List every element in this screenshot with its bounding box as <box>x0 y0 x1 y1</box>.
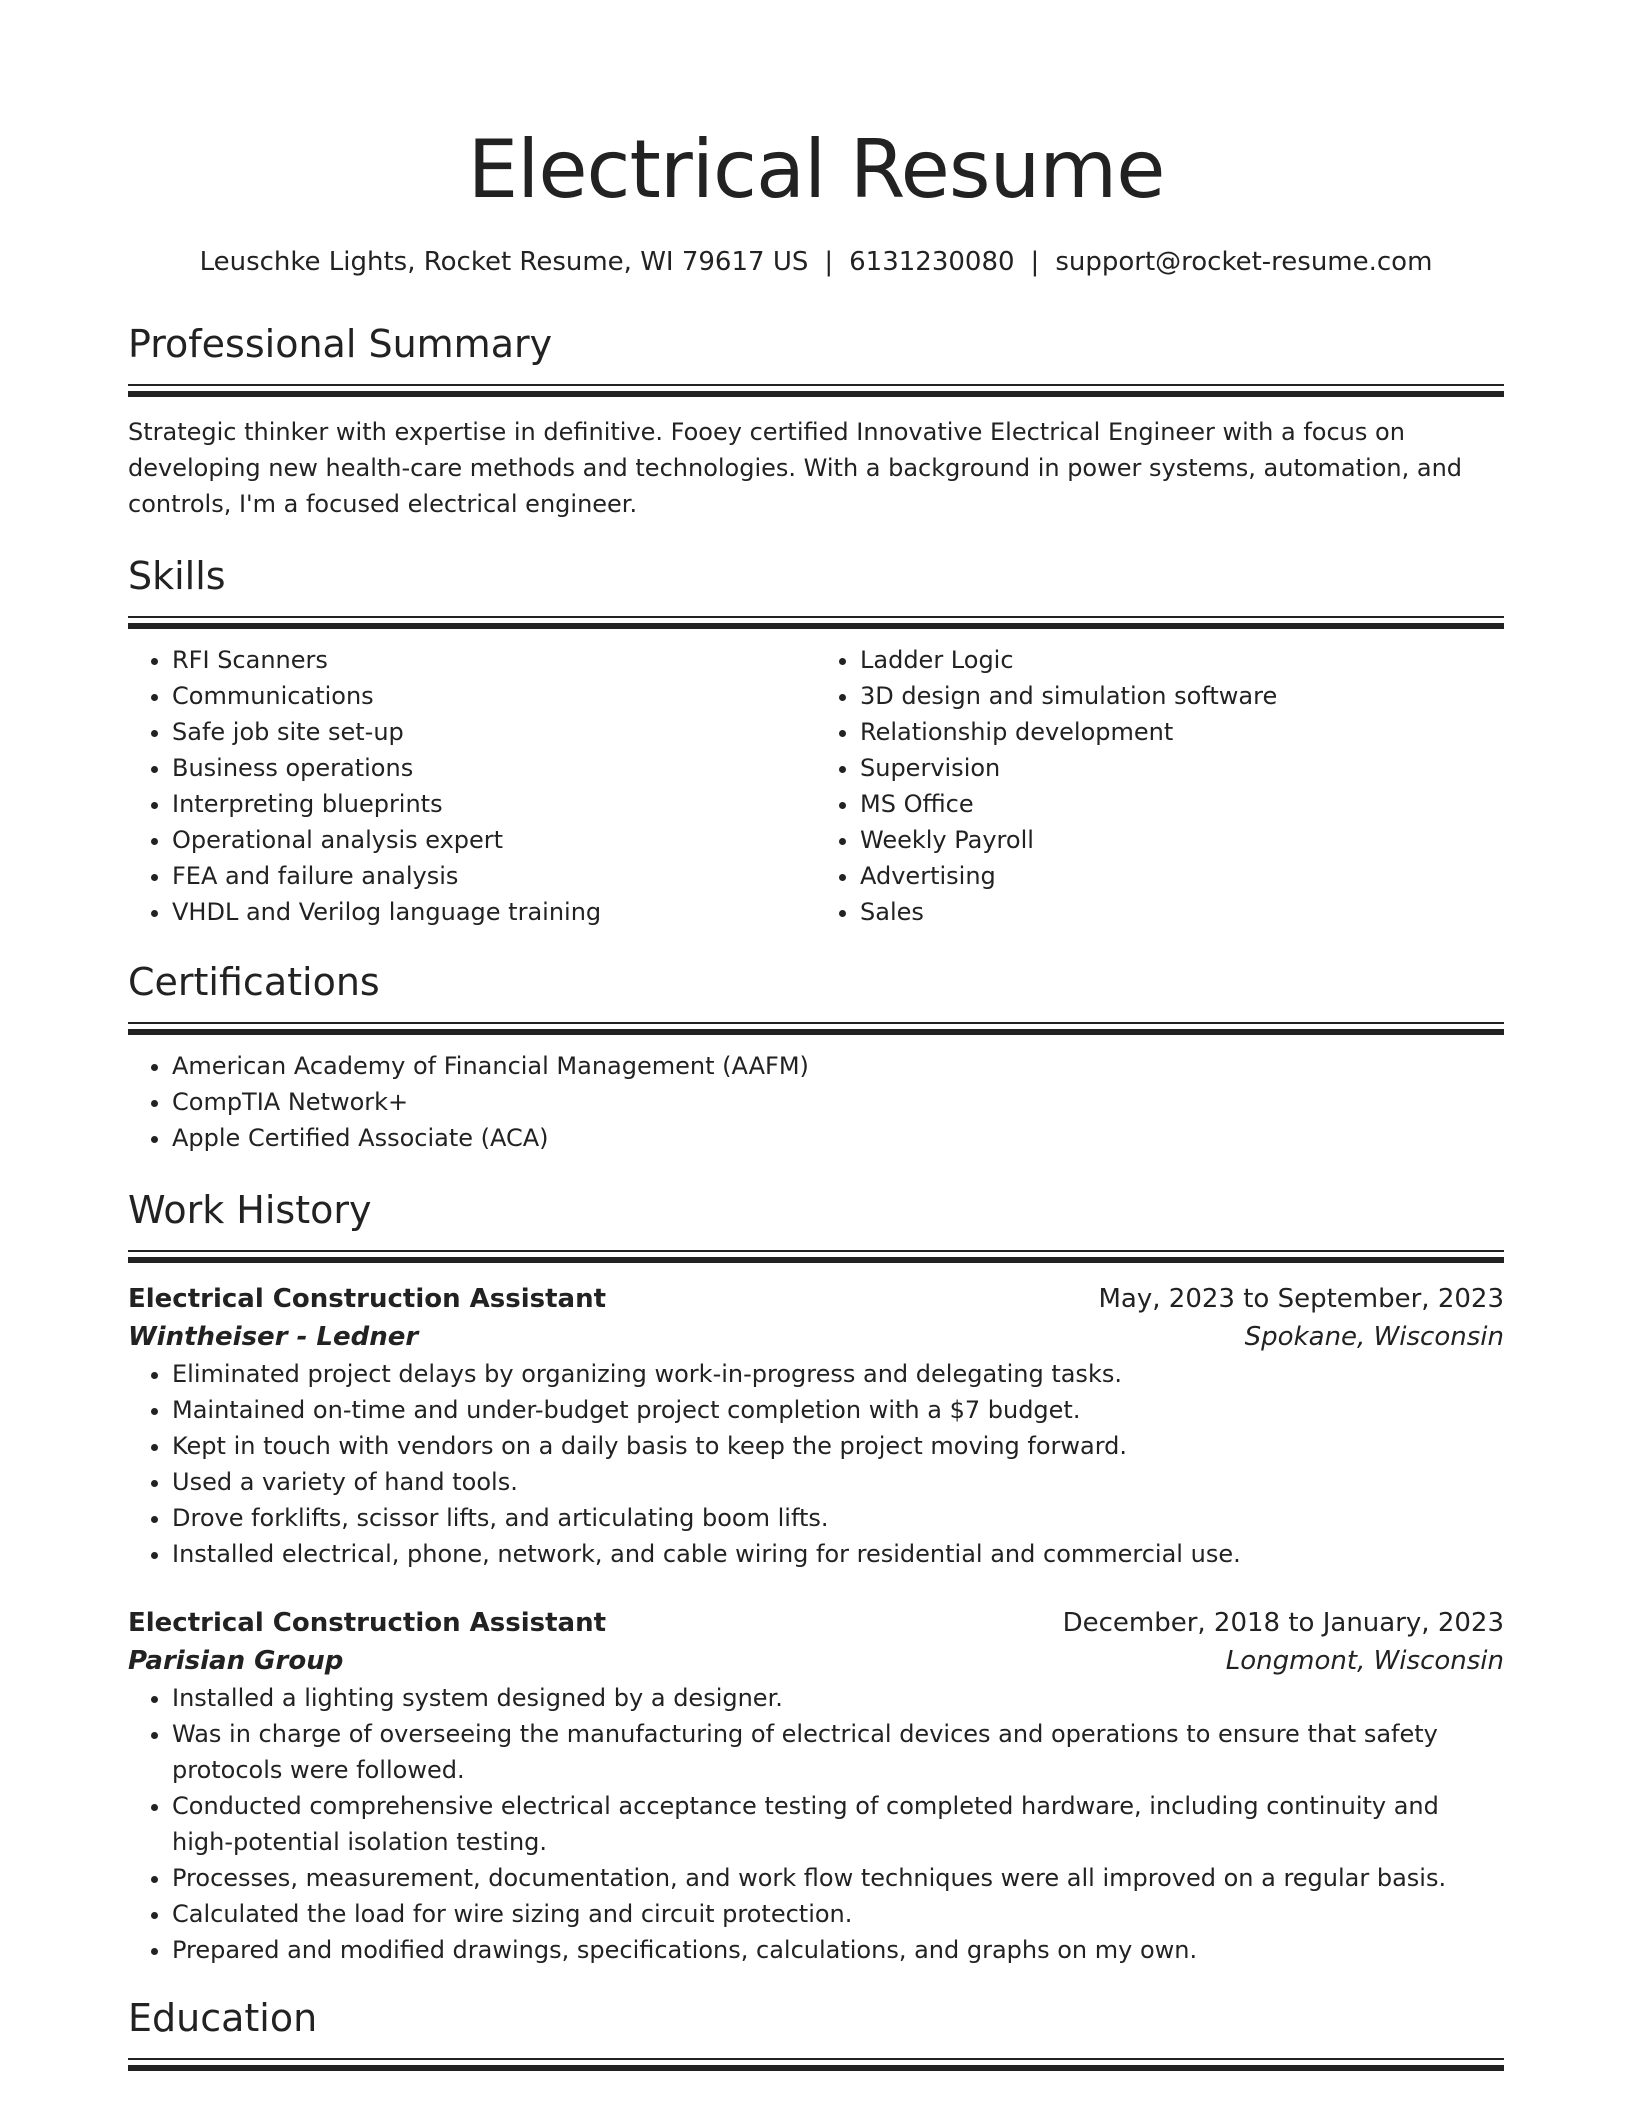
contact-email: support@rocket-resume.com <box>1055 247 1433 277</box>
section-divider <box>128 384 1504 398</box>
job-company: Wintheiser - Ledner <box>128 1322 419 1352</box>
job-duty: • Prepared and modified drawings, specifications, calculations, and graphs on my own. <box>172 1932 1504 1968</box>
job-location: Longmont, Wisconsin <box>1225 1646 1504 1676</box>
work-history-heading: Work History <box>128 1188 372 1232</box>
job-duty: • Drove forklifts, scissor lifts, and articulating boom lifts. <box>172 1500 1504 1536</box>
job-subheader <box>128 1318 1504 1356</box>
job-duty: • Was in charge of overseeing the manufacturing of electrical devices and operations to ensure that safety protocols were followed. <box>172 1716 1504 1788</box>
skills-heading: Skills <box>128 554 226 598</box>
job-duties-list <box>128 1356 1504 1572</box>
summary-section <box>128 318 1504 522</box>
skill-item: • Sales <box>860 894 1504 930</box>
job-title: Electrical Construction Assistant <box>128 1608 607 1638</box>
education-section <box>128 1992 1504 2072</box>
certifications-list <box>128 1048 1504 1156</box>
skill-item: • Operational analysis expert <box>172 822 816 858</box>
education-heading: Education <box>128 1996 318 2040</box>
section-divider <box>128 616 1504 630</box>
skill-item: • Business operations <box>172 750 816 786</box>
job-subheader <box>128 1642 1504 1680</box>
skills-left-list <box>128 642 816 930</box>
job-duties-list <box>128 1680 1504 1968</box>
resume-page <box>128 0 1504 2072</box>
contact-line <box>128 244 1504 280</box>
summary-heading: Professional Summary <box>128 322 553 366</box>
section-divider <box>128 2058 1504 2072</box>
job-duty: • Conducted comprehensive electrical acceptance testing of completed hardware, including continuity and high-potential isolation testing. <box>172 1788 1504 1860</box>
job-duty: • Installed electrical, phone, network, and cable wiring for residential and commercial use. <box>172 1536 1504 1572</box>
certification-item: • CompTIA Network+ <box>172 1084 1504 1120</box>
job-header <box>128 1280 1504 1318</box>
certifications-section <box>128 956 1504 1156</box>
contact-separator: | <box>1030 247 1040 277</box>
skill-item: • Supervision <box>860 750 1504 786</box>
skill-item: • Communications <box>172 678 816 714</box>
contact-phone: 6131230080 <box>849 247 1015 277</box>
skill-item: • Weekly Payroll <box>860 822 1504 858</box>
skill-item: • FEA and failure analysis <box>172 858 816 894</box>
summary-text: Strategic thinker with expertise in definitive. Fooey certified Innovative Electrical Engineer with a focus on developing new health-care methods and technologies. With a background in power systems, automation, and controls, I'm a focused electrical engineer. <box>128 418 1463 518</box>
job-entry <box>128 1280 1504 1572</box>
job-title: Electrical Construction Assistant <box>128 1284 607 1314</box>
skill-item: • Safe job site set-up <box>172 714 816 750</box>
skills-section <box>128 550 1504 930</box>
job-header <box>128 1604 1504 1642</box>
job-dates: December, 2018 to January, 2023 <box>1062 1608 1504 1638</box>
skills-right-list <box>816 642 1504 930</box>
section-divider <box>128 1250 1504 1264</box>
skill-item: • Advertising <box>860 858 1504 894</box>
section-divider <box>128 1022 1504 1036</box>
resume-title: Electrical Resume <box>467 123 1165 216</box>
job-duty: • Eliminated project delays by organizing work-in-progress and delegating tasks. <box>172 1356 1504 1392</box>
skill-item: • Interpreting blueprints <box>172 786 816 822</box>
job-location: Spokane, Wisconsin <box>1244 1322 1504 1352</box>
job-entry <box>128 1604 1504 1968</box>
work-history-section <box>128 1184 1504 1968</box>
skills-grid <box>128 642 1504 930</box>
contact-separator: | <box>824 247 834 277</box>
job-company: Parisian Group <box>128 1646 344 1676</box>
job-duty: • Processes, measurement, documentation, and work flow techniques were all improved on a regular basis. <box>172 1860 1504 1896</box>
job-duty: • Kept in touch with vendors on a daily basis to keep the project moving forward. <box>172 1428 1504 1464</box>
job-duty: • Maintained on-time and under-budget project completion with a $7 budget. <box>172 1392 1504 1428</box>
certifications-heading: Certifications <box>128 960 380 1004</box>
job-duty: • Used a variety of hand tools. <box>172 1464 1504 1500</box>
skill-item: • VHDL and Verilog language training <box>172 894 816 930</box>
certification-item: • American Academy of Financial Management (AAFM) <box>172 1048 1504 1084</box>
skill-item: • Relationship development <box>860 714 1504 750</box>
job-duty: • Installed a lighting system designed by a designer. <box>172 1680 1504 1716</box>
job-duty: • Calculated the load for wire sizing and circuit protection. <box>172 1896 1504 1932</box>
skill-item: • Ladder Logic <box>860 642 1504 678</box>
job-dates: May, 2023 to September, 2023 <box>1098 1284 1504 1314</box>
skill-item: • RFI Scanners <box>172 642 816 678</box>
skill-item: • MS Office <box>860 786 1504 822</box>
contact-address: Leuschke Lights, Rocket Resume, WI 79617 US <box>199 247 809 277</box>
certification-item: • Apple Certified Associate (ACA) <box>172 1120 1504 1156</box>
skill-item: • 3D design and simulation software <box>860 678 1504 714</box>
